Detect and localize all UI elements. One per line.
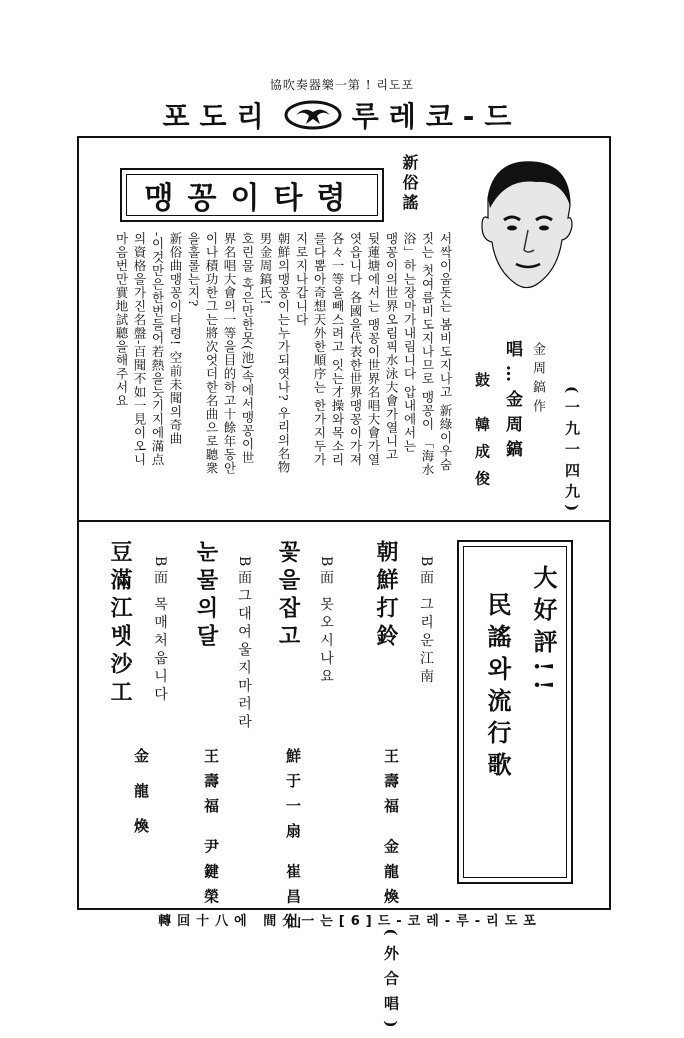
song-b-side: B面 목매처웁니다 [152,556,168,705]
body-column: -이것만은한번들어若熱을늣기지에滿点 [150,232,165,467]
page-footer: 轉回十八에 間分一는[6]드-코레-루-리도포 [158,914,542,929]
song-title-item: 豆滿江뱃沙工 [107,540,133,708]
song-title-item: 朝鮮打鈴 [373,540,399,652]
promo-headline: 大好評!! [529,565,558,699]
genre-label: 新俗謠 [400,154,419,214]
record-number: (一九一四九) [563,386,581,518]
brand-header [0,98,684,132]
body-column: 浴」하는장마가내림니다 압내에서는 [402,232,417,453]
drum-credit: 鼓 韓成俊 [473,372,491,498]
body-column: 男金周鎬氏! [258,232,273,306]
section-divider [77,520,611,522]
author-credit: 金周鎬作 [530,342,545,418]
song-b-side: B面 못오시나요 [318,556,334,687]
song-title-item: 눈물의달 [193,540,219,652]
body-column: 를다뽐아奇想天外한順序는 한가지두가 [312,232,327,467]
song-artist: 鮮于一扇 崔昌仙 [284,748,302,939]
promo-subtitle: 民謠와流行歌 [483,592,512,784]
song-title-item: 꽃을잡고 [275,540,301,652]
body-column: 의資格을가진名盤-百聞不如一見이오니 [132,232,147,467]
body-column: 이나積功한그는將次엇더한名曲으로聽衆 [204,232,219,475]
singer-portrait [476,158,580,298]
body-column: 을홀롤는지? [186,232,201,308]
song-artist: 金龍煥 [132,748,150,853]
header-caption: 協吹奏器樂一第 ! 리도포 [269,78,415,92]
body-column: 호린물 혹은만한못(池)속에서맹꽁이世 [240,232,255,465]
singer-credit: 唱…金周鎬 [502,340,522,465]
body-column: 짓는 첫여름비도지나므로 맹꽁이 「海水 [420,232,435,477]
description-text-block [112,232,452,512]
body-column: 新俗曲맹꽁이타령! 空前未聞의奇曲 [168,232,183,446]
song-listing [262,530,344,939]
song-b-side: B面그대여울지마러라 [236,556,252,733]
body-column: 마음번만實地試聽을해주서요 [114,232,129,408]
song-artist: 王壽福 尹鍵榮 [202,748,220,914]
polydor-logo-icon [284,100,342,130]
song-listing [180,530,262,914]
body-column: 지로지나갑니다 [294,232,309,327]
body-column: 엿읍니다 各國을代表한世界맹꽁이가져 [348,232,363,467]
song-listing [340,530,450,1038]
body-column: 界名唱大會의一等을目的하고十餘年동안 [222,232,237,475]
body-column: 맹꽁이의世界오림픽水泳大會가열니고 [384,232,399,462]
song-title-box [120,168,384,222]
brand-left-text: 포도리 [162,100,274,133]
song-artist: 王壽福 金龍煥 (外合唱) [382,748,400,1038]
body-column: 뒷蓮塘에서는 맹꽁이世界名唱大會가열 [366,232,381,467]
body-column: 各々一等을빼스려고 잇는才操와목소리 [330,232,345,467]
song-b-side: B面 그리운江南 [418,556,434,687]
body-column: 朝鮮의맹꽁이는누가되엿나? 우리의名物 [276,232,291,475]
song-title: 맹꽁이타령 [144,181,360,216]
song-listing [92,530,180,890]
body-column: 서싹이움돗는 봄비도지나고 新綠이우숨 [438,232,453,472]
brand-right-text: 루레코-드 [351,100,522,133]
